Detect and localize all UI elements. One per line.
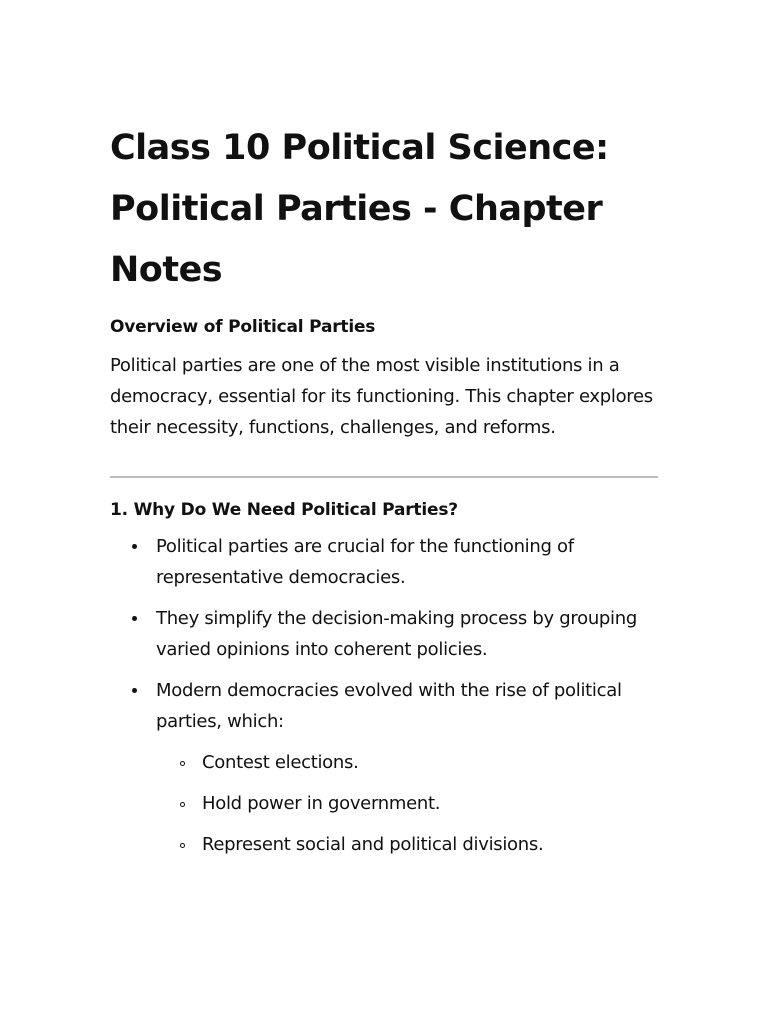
circle-bullet-icon [180, 802, 185, 807]
sub-list-item-text: Hold power in government. [202, 793, 441, 814]
circle-bullet-icon [180, 761, 185, 766]
circle-bullet-icon [180, 843, 185, 848]
list-item [110, 603, 658, 665]
sub-list-item [156, 788, 658, 819]
document-page [110, 118, 658, 870]
title-line-1: Class 10 Political Science: [110, 128, 609, 168]
bullet-icon [132, 688, 137, 693]
sub-list-item-text: Contest elections. [202, 752, 359, 773]
list-item [110, 675, 658, 860]
title-line-2: Political Parties - Chapter [110, 189, 603, 229]
bullet-icon [132, 616, 137, 621]
list-item-text: They simplify the decision-making process by grouping varied opinions into coherent policies. [156, 608, 637, 660]
list-item-text: Modern democracies evolved with the rise of political parties, which: [156, 680, 622, 732]
overview-heading: Overview of Political Parties [110, 317, 376, 337]
sub-bullet-list [156, 747, 658, 860]
page-title [110, 118, 658, 301]
list-item-text: Political parties are crucial for the functioning of representative democracies. [156, 536, 574, 588]
section-divider [110, 476, 658, 478]
sub-list-item [156, 747, 658, 778]
section-1-bullet-list [110, 531, 658, 860]
bullet-icon [132, 544, 137, 549]
sub-list-item-text: Represent social and political divisions. [202, 834, 544, 855]
sub-list-item [156, 829, 658, 860]
overview-paragraph: Political parties are one of the most visible institutions in a democracy, essential for its functioning. This chapter explores their necessity, functions, challenges, and reforms. [110, 355, 653, 438]
title-line-3: Notes [110, 250, 223, 290]
section-1-heading: 1. Why Do We Need Political Parties? [110, 500, 458, 520]
list-item [110, 531, 658, 593]
